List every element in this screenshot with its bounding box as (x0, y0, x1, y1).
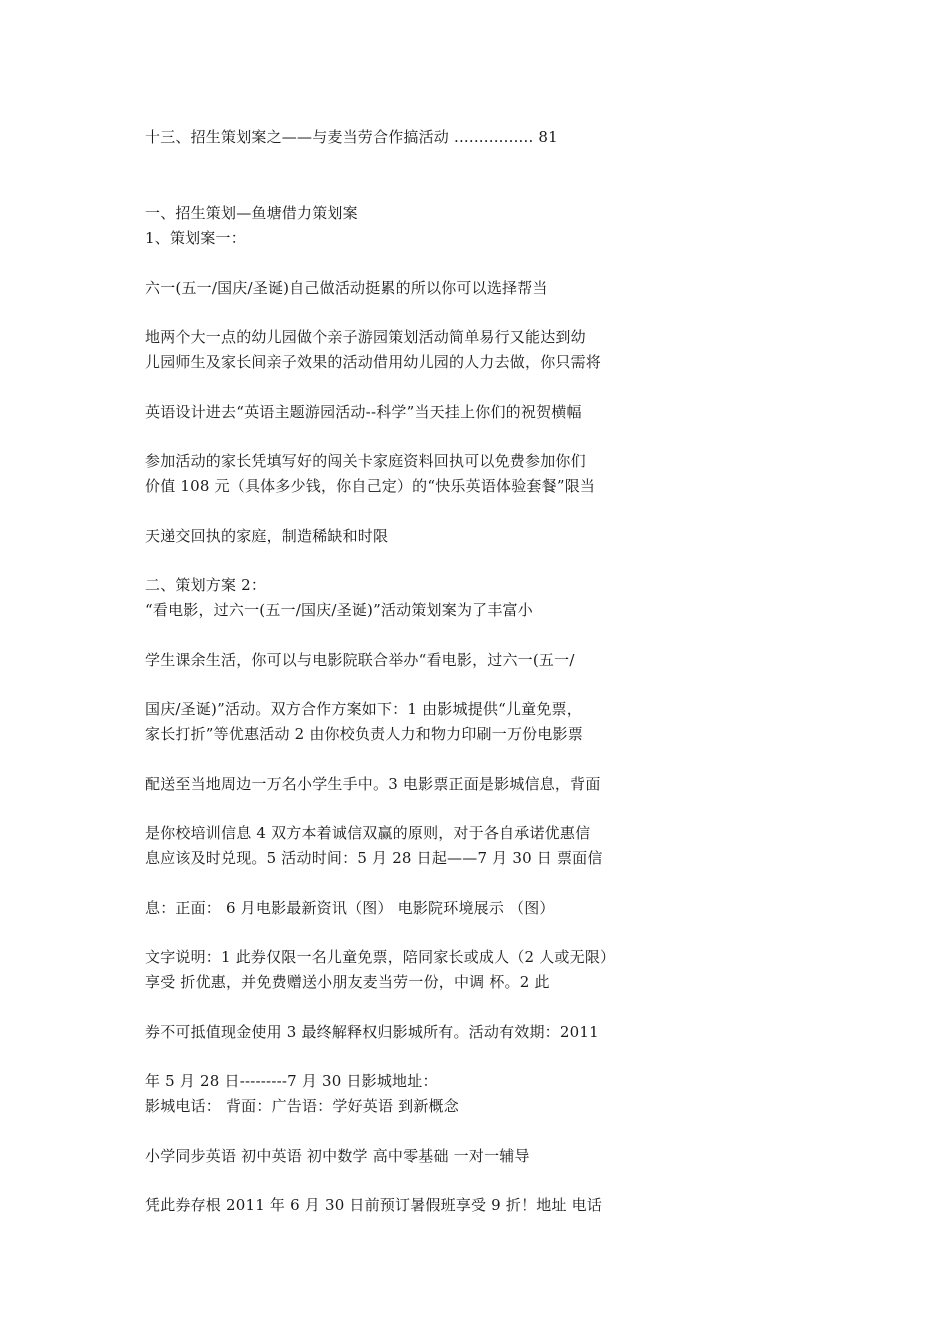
text-line: 影城电话： 背面：广告语：学好英语 到新概念 (145, 1097, 459, 1115)
text-line: 儿园师生及家长间亲子效果的活动借用幼儿园的人力去做，你只需将 (145, 353, 602, 371)
text-line: 国庆/圣诞)”活动。双方合作方案如下：1 由影城提供“儿童免票， (145, 700, 582, 718)
text-line: 英语设计进去“英语主题游园活动--科学”当天挂上你们的祝贺横幅 (145, 403, 582, 421)
text-line: 年 5 月 28 日---------7 月 30 日影城地址： (145, 1072, 438, 1090)
text-line: 六一(五一/国庆/圣诞)自己做活动挺累的所以你可以选择帮当 (145, 279, 548, 297)
text-line: 息应该及时兑现。5 活动时间：5 月 28 日起——7 月 30 日 票面信 (145, 849, 603, 867)
text-line: 凭此券存根 2011 年 6 月 30 日前预订暑假班享受 9 折！地址 电话 (145, 1196, 603, 1214)
text-line: 天递交回执的家庭，制造稀缺和时限 (145, 527, 389, 545)
text-line: 价值 108 元（具体多少钱，你自己定）的“快乐英语体验套餐”限当 (145, 477, 596, 495)
toc-entry: 十三、招生策划案之——与麦当劳合作搞活动 ................ 81 (145, 128, 558, 146)
text-line: 息：正面： 6 月电影最新资讯（图） 电影院环境展示 （图） (145, 899, 555, 917)
text-line: 享受 折优惠，并免费赠送小朋友麦当劳一份，中调 杯。2 此 (145, 973, 550, 991)
text-line: “看电影，过六一(五一/国庆/圣诞)”活动策划案为了丰富小 (145, 601, 533, 619)
text-line: 文字说明：1 此券仅限一名儿童免票，陪同家长或成人（2 人或无限） (145, 948, 616, 966)
text-line: 地两个大一点的幼儿园做个亲子游园策划活动简单易行又能达到幼 (145, 328, 586, 346)
text-line: 家长打折”等优惠活动 2 由你校负责人力和物力印刷一万份电影票 (145, 725, 583, 743)
section-heading: 一、招生策划—鱼塘借力策划案 (145, 204, 358, 222)
subsection-heading: 1、策划案一： (145, 229, 246, 247)
text-line: 券不可抵值现金使用 3 最终解释权归影城所有。活动有效期：2011 (145, 1023, 599, 1041)
text-line: 配送至当地周边一万名小学生手中。3 电影票正面是影城信息，背面 (145, 775, 601, 793)
text-line: 小学同步英语 初中英语 初中数学 高中零基础 一对一辅导 (145, 1147, 530, 1165)
text-line: 是你校培训信息 4 双方本着诚信双赢的原则，对于各自承诺优惠信 (145, 824, 591, 842)
text-line: 参加活动的家长凭填写好的闯关卡家庭资料回执可以免费参加你们 (145, 452, 586, 470)
text-line: 学生课余生活，你可以与电影院联合举办“看电影，过六一(五一/ (145, 651, 575, 669)
section-heading: 二、策划方案 2： (145, 576, 267, 594)
